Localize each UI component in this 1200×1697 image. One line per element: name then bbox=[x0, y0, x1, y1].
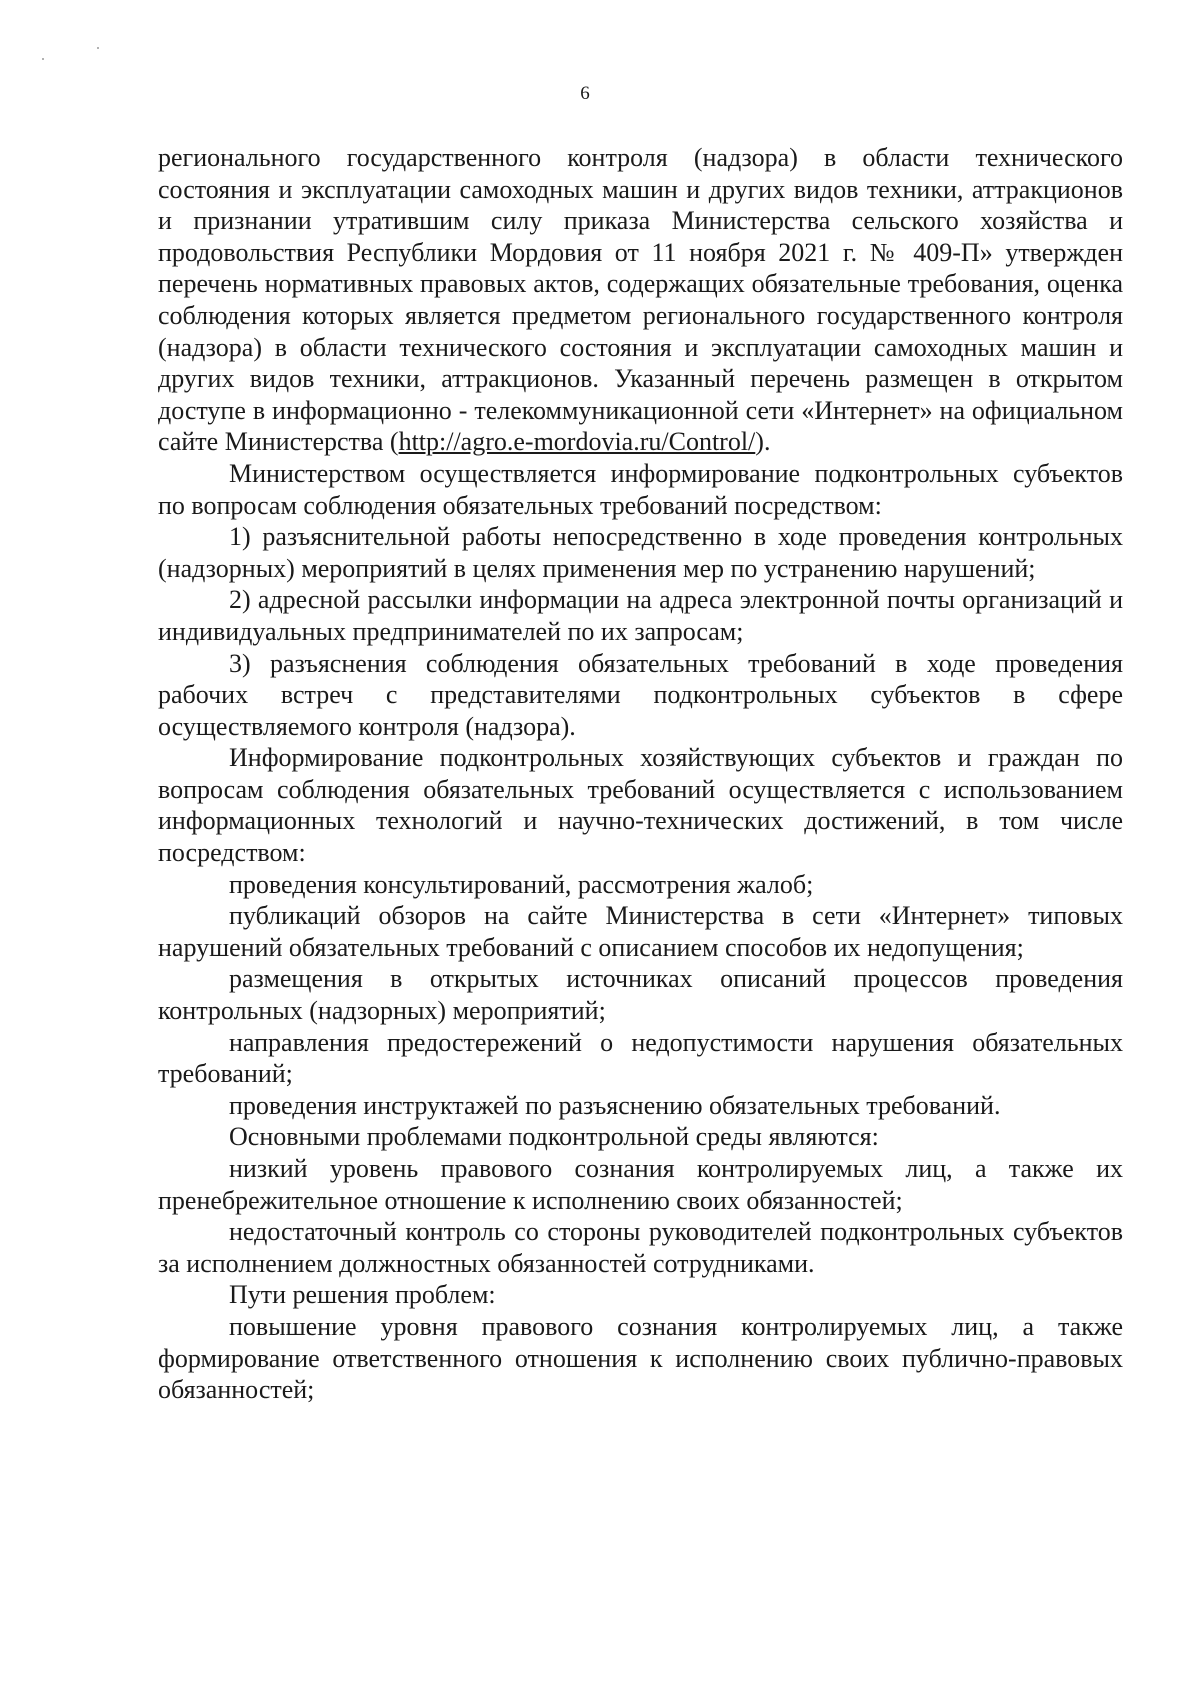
paragraph: повышение уровня правового сознания контролируемых лиц, а также формирование ответственного отношения к исполнению своих публично-правовых обязанностей; bbox=[158, 1311, 1123, 1405]
paragraph: направления предостережений о недопустимости нарушения обязательных требований; bbox=[158, 1027, 1123, 1089]
ministry-site-link[interactable]: http://agro.e-mordovia.ru/Control/ bbox=[398, 427, 756, 457]
paragraph: проведения консультирований, рассмотрения жалоб; bbox=[229, 869, 814, 899]
paragraph-text: регионального государственного контроля (надзора) в области технического состояния и эксплуатации самоходных машин и других видов техники, аттракционов и признании утратившим силу приказа Министерства сельского хозяйства и продовольствия Республики Мордовия от 11 ноября 2021 г. № 409-П» утвержден перечень нормативных правовых актов, содержащих обязательные требования, оценка соблюдения которых является предметом регионального государственного контроля (надзора) в области технического состояния и эксплуатации самоходных машин и других видов техники, аттракционов. Указанный перечень размещен в открытом доступе в информационно - телекоммуникационной сети «Интернет» на официальном сайте Министерства ( bbox=[158, 143, 1123, 457]
paragraph: публикаций обзоров на сайте Министерства в сети «Интернет» типовых нарушений обязательных требований с описанием способов их недопущения; bbox=[158, 901, 1123, 962]
scan-speck bbox=[42, 58, 44, 60]
paragraph bbox=[158, 142, 1123, 458]
list-item: 3) разъяснения соблюдения обязательных требований в ходе проведения рабочих встреч с представителями подконтрольных субъектов в сфере осуществляемого контроля (надзора). bbox=[158, 648, 1123, 741]
paragraph: Пути решения проблем: bbox=[229, 1280, 496, 1310]
list-item: 2) адресной рассылки информации на адреса электронной почты организаций и индивидуальных предпринимателей по их запросам; bbox=[158, 585, 1123, 646]
scan-speck bbox=[97, 47, 99, 49]
paragraph-text: ). bbox=[755, 427, 771, 457]
document-body bbox=[158, 142, 1123, 1406]
paragraph: Основными проблемами подконтрольной среды являются: bbox=[229, 1122, 879, 1152]
paragraph: проведения инструктажей по разъяснению обязательных требований. bbox=[229, 1090, 1001, 1120]
paragraph: Информирование подконтрольных хозяйствующих субъектов и граждан по вопросам соблюдения обязательных требований осуществляется с использованием информационных технологий и научно-технических достижений, в том числе посредством: bbox=[158, 743, 1123, 868]
list-item: 1) разъяснительной работы непосредственно в ходе проведения контрольных (надзорных) мероприятий в целях применения мер по устранению нарушений; bbox=[158, 522, 1123, 583]
paragraph: недостаточный контроль со стороны руководителей подконтрольных субъектов за исполнением должностных обязанностей сотрудниками. bbox=[158, 1217, 1123, 1278]
paragraph: низкий уровень правового сознания контролируемых лиц, а также их пренебрежительное отношение к исполнению своих обязанностей; bbox=[158, 1154, 1123, 1215]
paragraph: Министерством осуществляется информирование подконтрольных субъектов по вопросам соблюдения обязательных требований посредством: bbox=[158, 458, 1123, 520]
page-number: 6 bbox=[580, 83, 590, 104]
paragraph: размещения в открытых источниках описаний процессов проведения контрольных (надзорных) мероприятий; bbox=[158, 964, 1123, 1026]
